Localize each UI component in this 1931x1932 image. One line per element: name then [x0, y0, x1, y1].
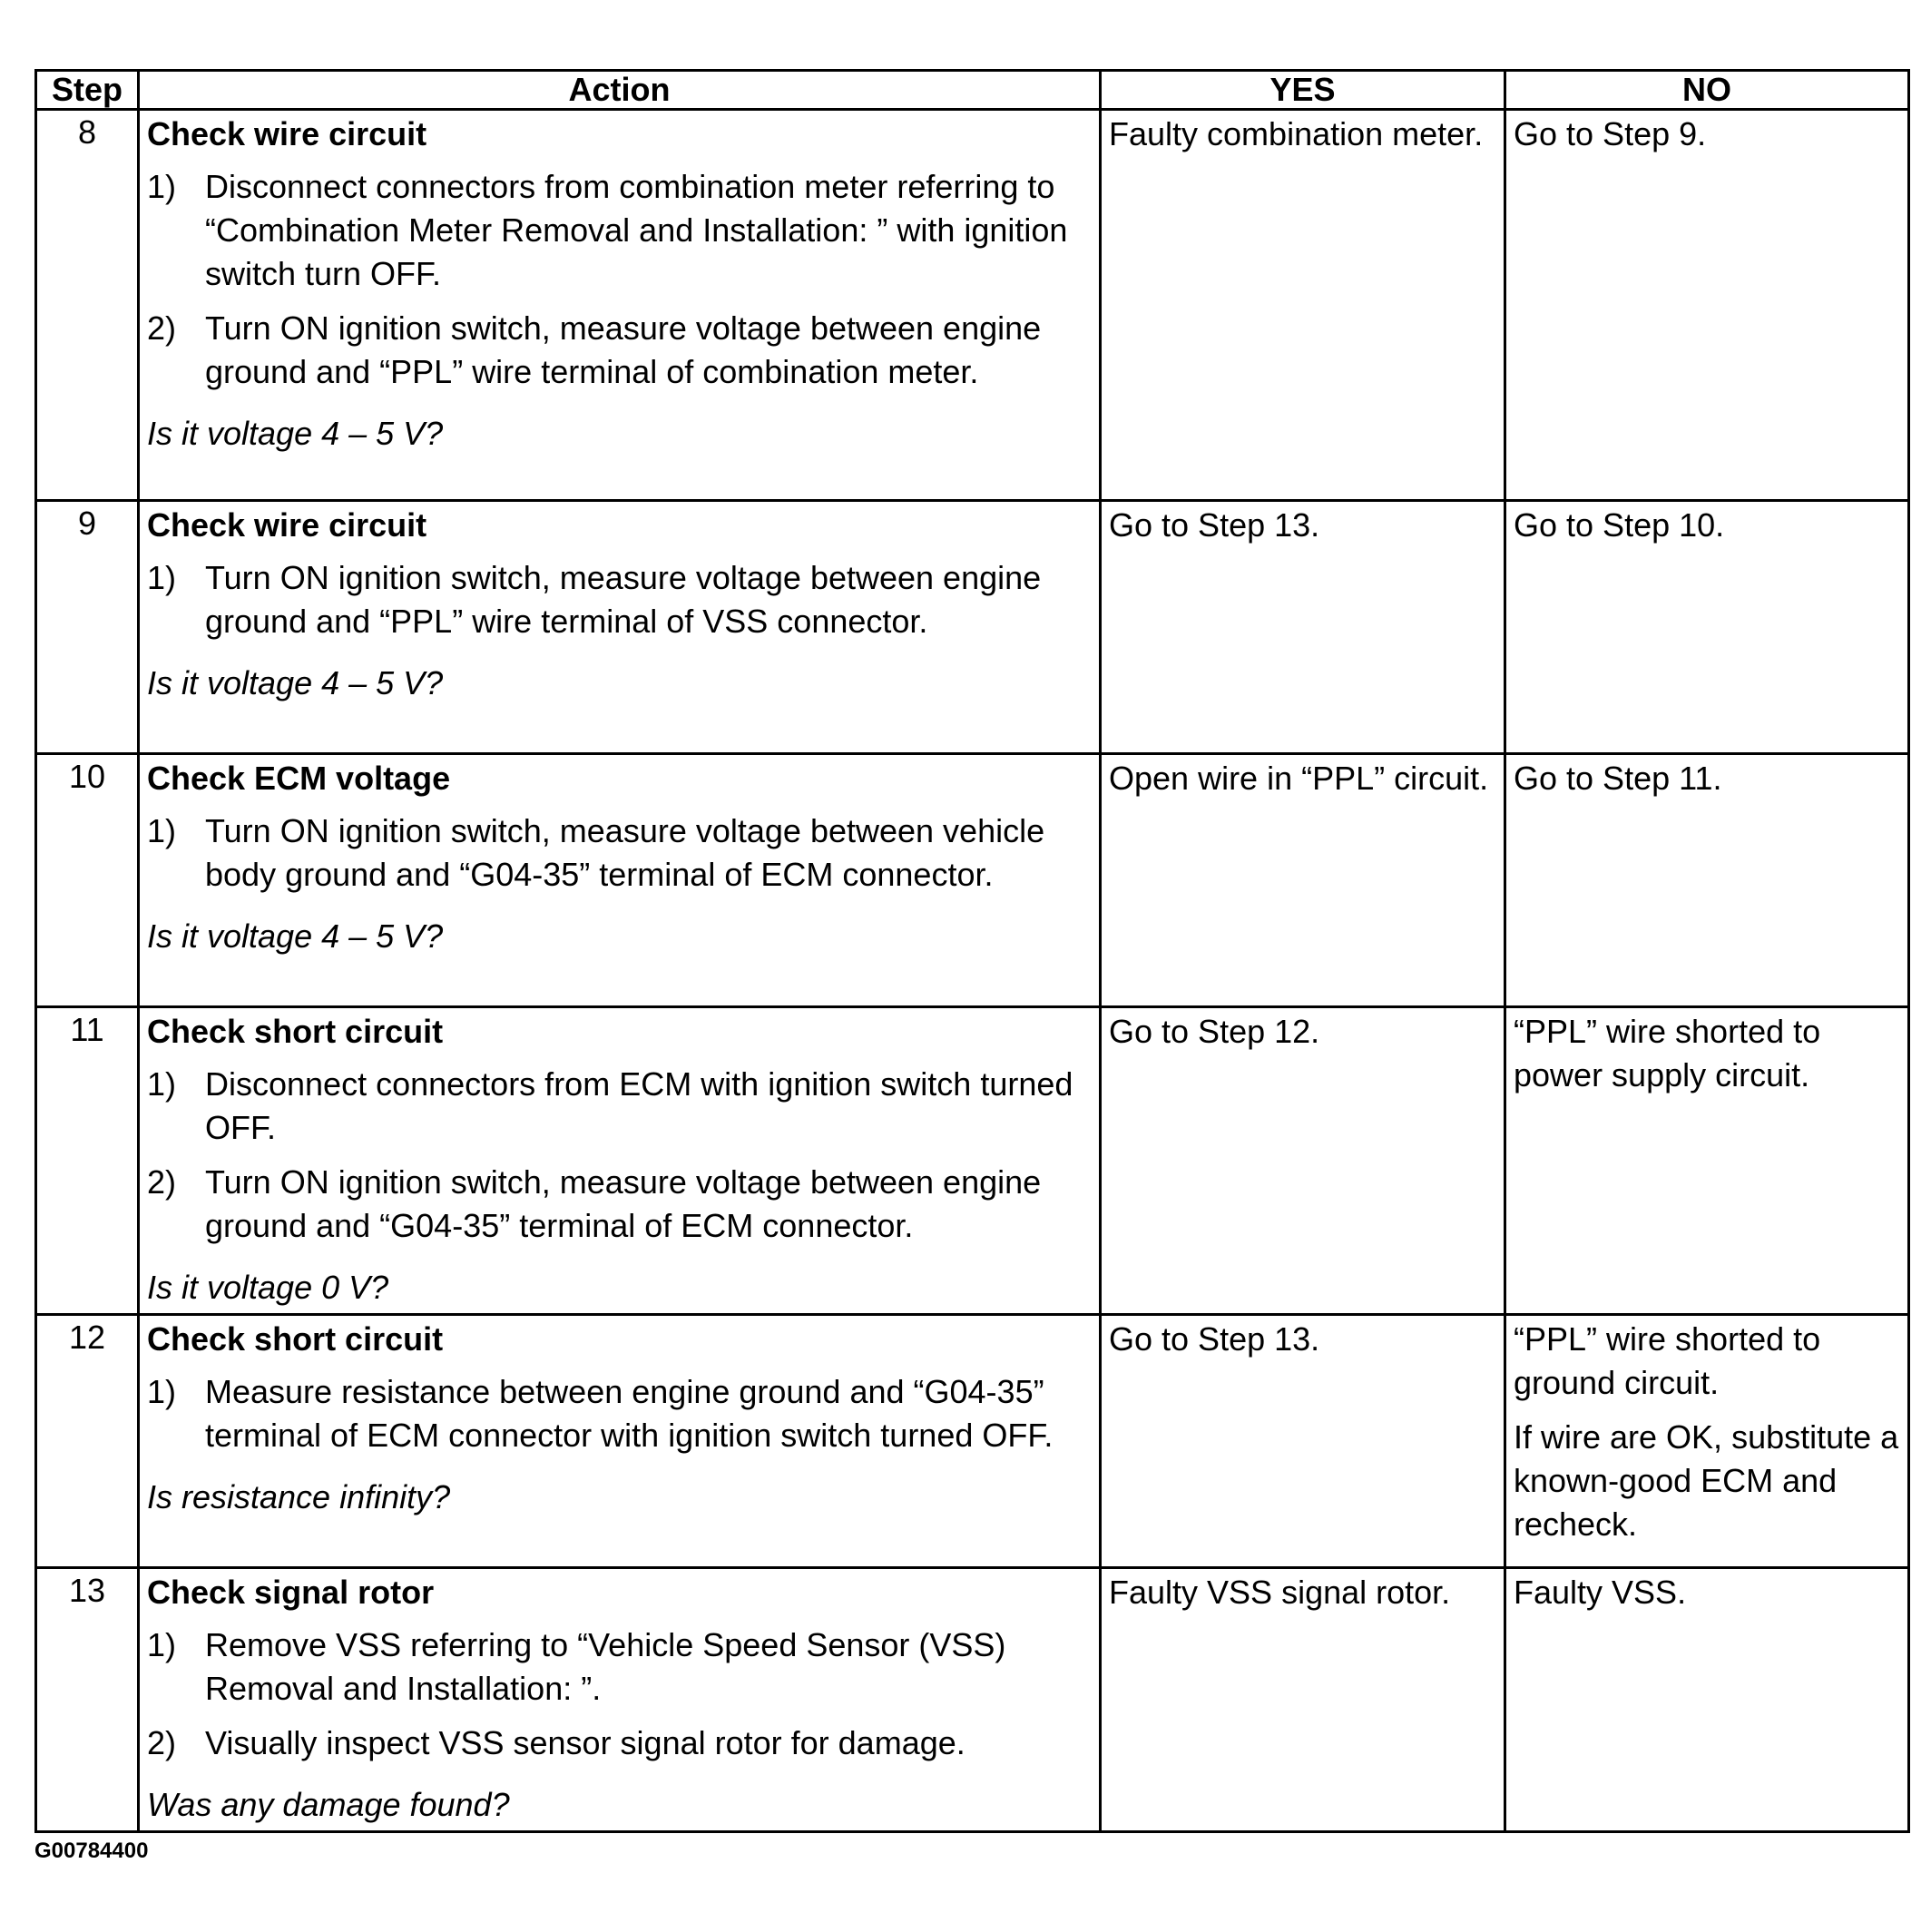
action-cell [139, 1568, 1101, 1832]
action-cell [139, 754, 1101, 1007]
action-text: Remove VSS referring to “Vehicle Speed Sensor (VSS) Removal and Installation: ”. [205, 1626, 1006, 1707]
yes-cell [1101, 1315, 1505, 1568]
no-result: “PPL” wire shorted to power supply circuit. [1514, 1013, 1821, 1093]
action-text: Disconnect connectors from combination meter referring to “Combination Meter Removal and Installation: ” with ignition switch turn OFF. [205, 168, 1068, 292]
step-question: Is it voltage 4 – 5 V? [147, 917, 444, 955]
action-text: Turn ON ignition switch, measure voltage between engine ground and “PPL” wire terminal of combination meter. [205, 309, 1042, 390]
table-row [36, 1315, 1909, 1568]
step-title: Check ECM voltage [147, 760, 451, 797]
yes-cell [1101, 501, 1505, 754]
action-text: Turn ON ignition switch, measure voltage between engine ground and “PPL” wire terminal of VSS connector. [205, 559, 1042, 640]
action-text: Turn ON ignition switch, measure voltage between vehicle body ground and “G04-35” terminal of ECM connector. [205, 812, 1045, 893]
action-text: Measure resistance between engine ground and “G04-35” terminal of ECM connector with ignition switch turned OFF. [205, 1373, 1054, 1454]
action-cell [139, 501, 1101, 754]
action-number: 2) [147, 1724, 177, 1761]
action-number: 2) [147, 309, 177, 347]
figure-code: G00784400 [34, 1839, 149, 1863]
step-number: 12 [36, 1315, 139, 1568]
action-list [147, 556, 1092, 643]
table-row [36, 754, 1909, 1007]
step-title: Check signal rotor [147, 1574, 435, 1611]
step-title: Check short circuit [147, 1013, 444, 1050]
step-question: Is it voltage 0 V? [147, 1269, 389, 1306]
action-item [147, 1721, 1092, 1765]
action-item [147, 1370, 1092, 1457]
header-action: Action [139, 71, 1101, 110]
action-list [147, 165, 1092, 394]
diagnostic-table [34, 69, 1910, 1833]
action-list [147, 1370, 1092, 1457]
step-number: 8 [36, 110, 139, 501]
no-cell [1505, 1007, 1909, 1315]
no-cell [1505, 754, 1909, 1007]
no-result: Go to Step 10. [1514, 506, 1725, 544]
step-title: Check wire circuit [147, 506, 427, 544]
no-cell [1505, 1315, 1909, 1568]
action-number: 1) [147, 1626, 177, 1663]
step-question: Was any damage found? [147, 1786, 510, 1823]
table-row [36, 1568, 1909, 1832]
no-result: Go to Step 9. [1514, 115, 1707, 152]
step-number: 10 [36, 754, 139, 1007]
no-result: “PPL” wire shorted to ground circuit. [1514, 1320, 1821, 1401]
table-row [36, 1007, 1909, 1315]
action-number: 1) [147, 168, 177, 205]
yes-cell [1101, 754, 1505, 1007]
step-number: 9 [36, 501, 139, 754]
header-step: Step [36, 71, 139, 110]
step-number: 11 [36, 1007, 139, 1315]
table-row [36, 110, 1909, 501]
no-cell [1505, 501, 1909, 754]
action-item [147, 165, 1092, 296]
no-result: Faulty VSS. [1514, 1574, 1687, 1611]
yes-cell [1101, 110, 1505, 501]
action-list [147, 1623, 1092, 1765]
table-row [36, 501, 1909, 754]
action-number: 1) [147, 1373, 177, 1410]
action-list [147, 1063, 1092, 1248]
action-item [147, 809, 1092, 897]
no-result: Go to Step 11. [1514, 760, 1722, 797]
yes-cell [1101, 1007, 1505, 1315]
action-item [147, 1161, 1092, 1248]
header-row [36, 71, 1909, 110]
action-item [147, 1063, 1092, 1150]
action-list [147, 809, 1092, 897]
step-question: Is it voltage 4 – 5 V? [147, 664, 444, 701]
action-item [147, 1623, 1092, 1711]
yes-result: Go to Step 13. [1109, 1320, 1320, 1358]
action-cell [139, 1315, 1101, 1568]
yes-cell [1101, 1568, 1505, 1832]
action-text: Turn ON ignition switch, measure voltage between engine ground and “G04-35” terminal of ECM connector. [205, 1163, 1042, 1244]
step-title: Check wire circuit [147, 115, 427, 152]
step-question: Is resistance infinity? [147, 1478, 451, 1515]
action-cell [139, 110, 1101, 501]
diagnostic-table-container [34, 69, 1907, 1833]
yes-result: Go to Step 12. [1109, 1013, 1320, 1050]
step-title: Check short circuit [147, 1320, 444, 1358]
action-item [147, 307, 1092, 394]
action-number: 1) [147, 559, 177, 596]
action-cell [139, 1007, 1101, 1315]
header-no: NO [1505, 71, 1909, 110]
yes-result: Faulty combination meter. [1109, 115, 1484, 152]
no-cell [1505, 110, 1909, 501]
yes-result: Faulty VSS signal rotor. [1109, 1574, 1451, 1611]
action-number: 1) [147, 1065, 177, 1103]
no-result-note: If wire are OK, substitute a known-good ECM and recheck. [1514, 1418, 1899, 1543]
action-text: Disconnect connectors from ECM with ignition switch turned OFF. [205, 1065, 1073, 1146]
action-item [147, 556, 1092, 643]
header-yes: YES [1101, 71, 1505, 110]
step-number: 13 [36, 1568, 139, 1832]
action-text: Visually inspect VSS sensor signal rotor for damage. [205, 1724, 966, 1761]
step-question: Is it voltage 4 – 5 V? [147, 415, 444, 452]
action-number: 1) [147, 812, 177, 849]
yes-result: Open wire in “PPL” circuit. [1109, 760, 1489, 797]
no-cell [1505, 1568, 1909, 1832]
yes-result: Go to Step 13. [1109, 506, 1320, 544]
action-number: 2) [147, 1163, 177, 1201]
